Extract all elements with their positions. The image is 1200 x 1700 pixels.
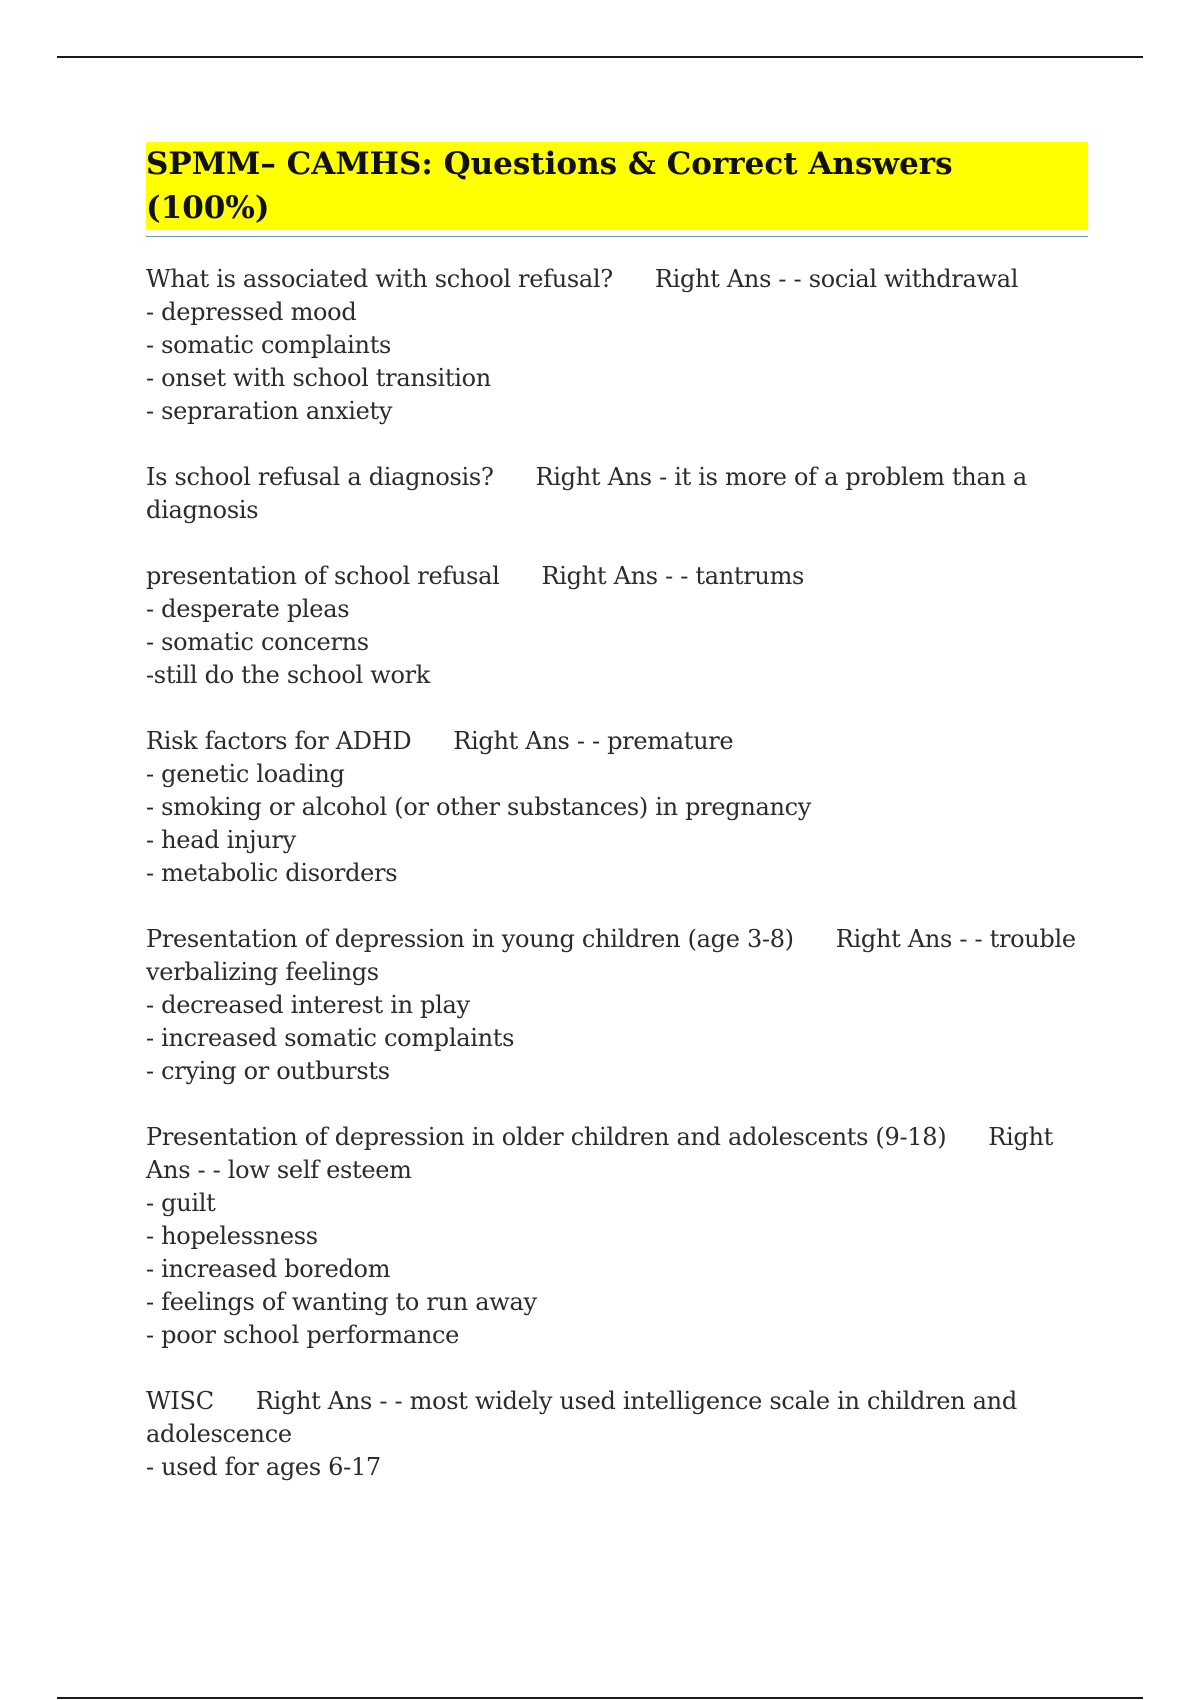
- qa-item: [146, 560, 1088, 692]
- qa-first-line: [146, 1121, 1088, 1187]
- answer-bullet: - poor school performance: [146, 1321, 460, 1349]
- qa-item: [146, 1121, 1088, 1352]
- answer-text: Right Ans - - trouble verbalizing feelings: [146, 925, 1084, 986]
- answer-bullet: - depressed mood: [146, 298, 357, 326]
- footer-rule: [57, 1697, 1143, 1699]
- answer-bullet: - somatic complaints: [146, 331, 392, 359]
- qa-first-line: [146, 461, 1088, 527]
- qa-first-line: [146, 263, 1088, 296]
- qa-item: [146, 1385, 1088, 1484]
- qa-item: [146, 461, 1088, 527]
- answer-bullet: - genetic loading: [146, 760, 345, 788]
- answer-bullet: - desperate pleas: [146, 595, 350, 623]
- answer-text: Right Ans - - social withdrawal: [654, 265, 1019, 293]
- answer-text: Right Ans - - tantrums: [541, 562, 805, 590]
- question-text: What is associated with school refusal?: [146, 265, 613, 293]
- answer-bullet: - onset with school transition: [146, 364, 491, 392]
- answer-text: Right Ans - - premature: [453, 727, 734, 755]
- answer-bullet: - sepraration anxiety: [146, 397, 393, 425]
- qa-list: [146, 263, 1088, 1484]
- question-text: presentation of school refusal: [146, 562, 500, 590]
- answer-bullet: - head injury: [146, 826, 296, 854]
- question-text: Presentation of depression in young children (age 3-8): [146, 925, 794, 953]
- header-rule: [57, 56, 1143, 58]
- answer-bullet: - somatic concerns: [146, 628, 369, 656]
- document-body: [146, 142, 1088, 1517]
- document-title: SPMM– CAMHS: Questions & Correct Answers (100%): [146, 142, 1088, 230]
- qa-item: [146, 923, 1088, 1088]
- question-text: Presentation of depression in older children and adolescents (9-18): [146, 1123, 947, 1151]
- answer-bullet: - metabolic disorders: [146, 859, 398, 887]
- qa-first-line: [146, 1385, 1088, 1451]
- answer-text: Right Ans - - most widely used intelligence scale in children and adolescence: [146, 1387, 1025, 1448]
- answer-bullet: -still do the school work: [146, 661, 431, 689]
- answer-bullet: - decreased interest in play: [146, 991, 470, 1019]
- title-block: [146, 142, 1088, 237]
- answer-bullet: - guilt: [146, 1189, 216, 1217]
- answer-text: Right Ans - - low self esteem: [146, 1123, 1061, 1184]
- answer-bullet: - smoking or alcohol (or other substances) in pregnancy: [146, 793, 812, 821]
- qa-first-line: [146, 725, 1088, 758]
- answer-bullet: - used for ages 6-17: [146, 1453, 381, 1481]
- answer-bullet: - feelings of wanting to run away: [146, 1288, 537, 1316]
- question-text: WISC: [146, 1387, 214, 1415]
- answer-bullet: - increased boredom: [146, 1255, 391, 1283]
- answer-bullet: - increased somatic complaints: [146, 1024, 515, 1052]
- qa-item: [146, 263, 1088, 428]
- qa-item: [146, 725, 1088, 890]
- question-text: Is school refusal a diagnosis?: [146, 463, 494, 491]
- answer-text: Right Ans - it is more of a problem than a diagnosis: [146, 463, 1035, 524]
- answer-bullet: - hopelessness: [146, 1222, 318, 1250]
- qa-first-line: [146, 923, 1088, 989]
- question-text: Risk factors for ADHD: [146, 727, 412, 755]
- qa-first-line: [146, 560, 1088, 593]
- answer-bullet: - crying or outbursts: [146, 1057, 390, 1085]
